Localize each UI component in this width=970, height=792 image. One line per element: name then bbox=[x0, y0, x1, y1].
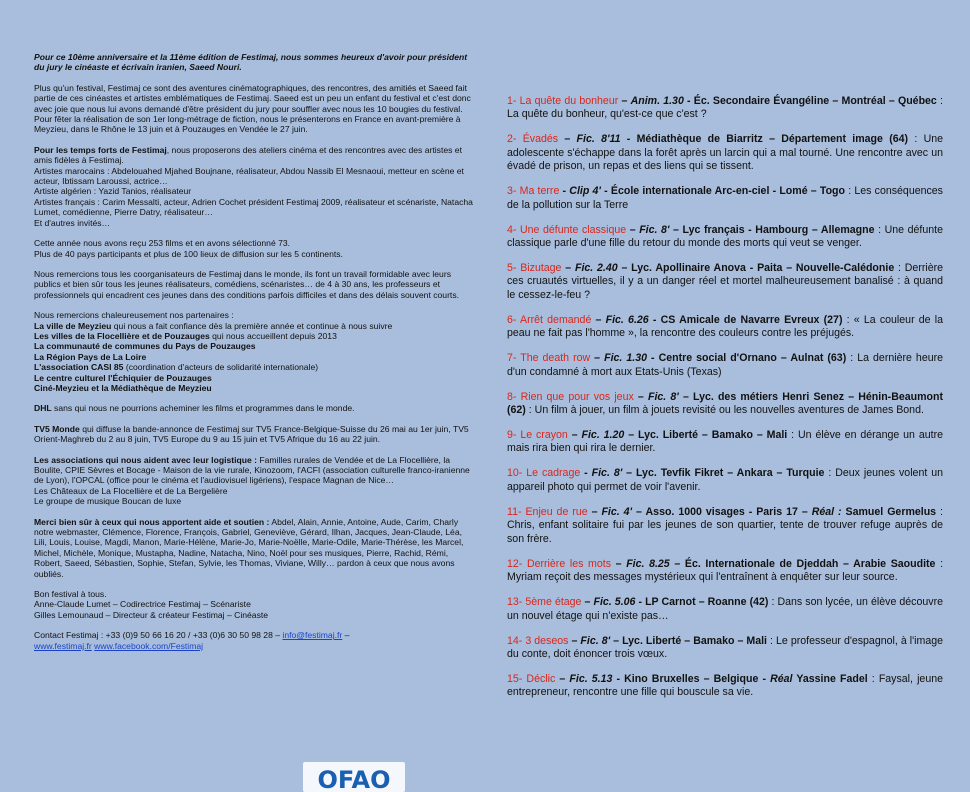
film-details: – Fic. 5.13 - Kino Bruxelles – Belgique - Réal Yassine Fadel bbox=[555, 672, 868, 685]
partner-line: La communauté de communes du Pays de Pouzauges bbox=[34, 341, 256, 352]
partner-line: Le centre culturel l'Échiquier de Pouzauges bbox=[34, 372, 212, 383]
film-description: : Myriam reçoit des messages mystérieux qui l'entraînent à enquêter sur leur source. bbox=[507, 557, 944, 584]
highlights-paragraph bbox=[34, 145, 475, 228]
film-entry bbox=[507, 133, 943, 173]
partner-line: La ville de Meyzieu qui nous a fait confiance dès la première année et continue à nous suivre bbox=[34, 320, 393, 331]
partners-intro: Nous remercions chaleureusement nos partenaires : bbox=[34, 310, 234, 321]
signature-block bbox=[34, 589, 475, 620]
film-title: 15- Déclic bbox=[507, 672, 556, 685]
film-title: 12- Derrière les mots bbox=[507, 557, 611, 570]
contact-block: Contact Festimaj : +33 (0)9 50 66 16 20 / +33 (0)6 30 50 98 28 – info@festimaj.fr – www.festimaj.fr www.facebook.com/Festimaj bbox=[34, 630, 350, 651]
film-entry bbox=[507, 314, 943, 341]
highlights-text: , nous proposerons des ateliers cinéma et des rencontres avec des artistes et amis fidèles à Festimaj. bbox=[34, 144, 462, 166]
film-list bbox=[507, 95, 943, 711]
signature-line: Bon festival à tous. bbox=[34, 589, 107, 600]
film-description: : Faysal, jeune entrepreneur, rencontre une fille qui bouscule sa vie. bbox=[507, 672, 944, 699]
film-title: 9- Le crayon bbox=[507, 429, 568, 442]
film-entry bbox=[507, 635, 943, 662]
tv5-text: qui diffuse la bande-annonce de Festimaj sur TV5 France-Belgique-Suisse du 26 mai au 1er juin, TV5 Orient-Maghreb du 2 au 8 juin, TV5 Europe du 9 au 15 juin et TV5 Afrique du 16 au 22 juin. bbox=[34, 423, 469, 445]
tv5-label: TV5 Monde bbox=[34, 423, 80, 434]
film-entry bbox=[507, 467, 943, 494]
stats-line: Plus de 40 pays participants et plus de 100 lieux de diffusion sur les 5 continents. bbox=[34, 248, 343, 259]
film-details: – Fic. 2.40 – Lyc. Apollinaire Anova - Paita – Nouvelle-Calédonie bbox=[561, 262, 895, 275]
film-details: – Fic. 6.26 - CS Amicale de Navarre Evreux (27) bbox=[591, 313, 843, 326]
film-description: : Une défunte classique parle d'une fille du retour du monde des morts qui veut se venger. bbox=[507, 223, 943, 250]
partner-line: La Région Pays de La Loire bbox=[34, 351, 147, 362]
festival-paragraph bbox=[34, 83, 475, 135]
film-details: – Fic. 8' – Lyc. Liberté – Bamako – Mali bbox=[568, 634, 768, 647]
artist-line: Artistes marocains : Abdelouahed Mjahed Boujnane, réalisateur, Abdou Nassib El Mesnaoui, metteur en scène et acteur, Ibtissam Laroussi, actrice… bbox=[34, 165, 464, 187]
film-details: - Clip 4' - École internationale Arc-en-ciel - Lomé – Togo bbox=[559, 185, 845, 198]
partner-line: L'association CASI 85 (coordination d'acteurs de solidarité internationale) bbox=[34, 362, 319, 373]
film-title: 5- Bizutage bbox=[507, 262, 562, 275]
film-entry bbox=[507, 558, 943, 585]
partners-paragraph bbox=[34, 310, 475, 393]
film-entry bbox=[507, 506, 943, 546]
film-title: 7- The death row bbox=[507, 352, 591, 365]
film-description: : Le professeur d'espagnol, à l'image du conte, doit énoncer trois vœux. bbox=[507, 634, 943, 660]
assoc-line: Les Châteaux de La Flocellière et de La Bergelière bbox=[34, 485, 228, 496]
assoc-line: Le groupe de musique Boucan de luxe bbox=[34, 496, 182, 507]
film-details: – Fic. 1.30 - Centre social d'Ornano – Aulnat (63) bbox=[590, 352, 847, 365]
signature-line: Gilles Lemounaud – Directeur & créateur Festimaj – Cinéaste bbox=[34, 609, 269, 620]
film-description: : Un film à jouer, un film à jouets revisité ou les nouvelles aventures de James Bond. bbox=[525, 404, 924, 417]
film-title: 2- Évadés bbox=[507, 133, 559, 146]
film-description: : Derrière ces cruautés virtuelles, il y a un danger réel et mortel malheureusement banalisé : à quand le cessez-le-feu ? bbox=[507, 262, 944, 301]
contact-text: Contact Festimaj : +33 (0)9 50 66 16 20 / +33 (0)6 30 50 98 28 – bbox=[34, 630, 281, 641]
film-entry bbox=[507, 673, 943, 700]
film-details: – Fic. 4' – Asso. 1000 visages - Paris 17 – Réal : Samuel Germelus bbox=[587, 505, 937, 518]
svg-text:OFAO: OFAO bbox=[317, 766, 391, 792]
premiere-text: Pour fêter la réalisation de son 1er long-métrage de fiction, nous le présenterons en France en avant-première à Meyzieu, dans le Rhône le 13 juin et à Pouzauges en Vendée le 27 juin. bbox=[34, 114, 461, 135]
intro-paragraph: Pour ce 10ème anniversaire et la 11ème édition de Festimaj, nous sommes heureux d'avoir pour président du jury le cinéaste et écrivain iranien, Saeed Nouri. bbox=[34, 52, 468, 73]
film-description: : Deux jeunes volent un appareil photo qui permet de voir l'avenir. bbox=[507, 467, 943, 493]
film-title: 4- Une défunte classique bbox=[507, 223, 627, 236]
film-details: – Anim. 1.30 - Éc. Secondaire Évangéline – Montréal – Québec bbox=[618, 95, 937, 107]
editorial-column bbox=[34, 52, 475, 661]
film-entry bbox=[507, 95, 943, 122]
stats-paragraph bbox=[34, 238, 475, 259]
film-title: 10- Le cadrage bbox=[507, 467, 581, 480]
film-description: : Dans son lycée, un élève découvre un nouvel étage qui n'existe pas… bbox=[507, 596, 943, 622]
dhl-paragraph: DHL sans qui nous ne pourrions acheminer les films et programmes dans le monde. bbox=[34, 403, 355, 414]
film-title: 13- 5ème étage bbox=[507, 596, 582, 609]
film-description: : « La couleur de la peau ne fait pas l'homme », la rencontre des couleurs contre les préjugés. bbox=[507, 313, 944, 340]
film-entry bbox=[507, 391, 943, 418]
signature-line: Anne-Claude Lumet – Codirectrice Festimaj – Scénariste bbox=[34, 599, 251, 610]
film-details: – Fic. 1.20 – Lyc. Liberté – Bamako – Mali bbox=[567, 429, 788, 442]
film-entry bbox=[507, 262, 943, 302]
festival-text: Plus qu'un festival, Festimaj ce sont des aventures cinématographiques, des rencontres, des amitiés et Saeed fait partie de ces cinéastes et artistes emblématiques de Festimaj. Saeed est un peu un enfant du festival et c'est donc avec joie que nous lui avons demandé d'être président du jury pour souffler avec nous les 10 bougies du festival. bbox=[34, 82, 471, 114]
artist-line: Artistes français : Carim Messalti, acteur, Adrien Cochet président Festimaj 2009, réalisateur et scénariste, Natacha Lumet, comédienne, Pierre Datry, réalisateur… bbox=[34, 196, 473, 218]
film-entry bbox=[507, 185, 943, 212]
film-description: : Les conséquences de la pollution sur la Terre bbox=[507, 185, 943, 211]
film-description: : Un élève en dérange un autre mais rira bien qui rira le dernier. bbox=[507, 429, 943, 455]
merci-paragraph: Merci bien sûr à ceux qui nous apportent aide et soutien : Abdel, Alain, Annie, Antoine, Aude, Carim, Charly notre webmaster, Clémence, Florence, François, Gabriel, Geneviève, Gérard, Ilhan, Jacques, Jean-Claude, Léa, Lili, Louis, Louise, Magdi, Manon, Marie-Hélène, Marie-Jo, Marie-Noëlle, Marie-Odile, Marie-Thérèse, les Marcel, Michel, Michèle, Monique, Mustapha, Nadine, Natacha, Nino, Noël pour ses musiques, Pierre, Rachid, Rémi, Robert, Saeed, Sébastien, Sophie, Stefan, Sylvie, les Thomas, Viviane, Willy… pardon à ceux que nous avons oubliés. bbox=[34, 516, 464, 579]
film-details: - Fic. 8' – Lyc. Tevfik Fikret – Ankara – Turquie bbox=[580, 467, 825, 480]
film-entry bbox=[507, 352, 943, 379]
film-entry bbox=[507, 596, 943, 623]
film-details: – Fic. 5.06 - LP Carnot – Roanne (42) bbox=[581, 596, 769, 609]
facebook-link[interactable]: www.facebook.com/Festimaj bbox=[94, 640, 204, 651]
partner-line: Les villes de la Flocellière et de Pouzauges qui nous accueillent depuis 2013 bbox=[34, 330, 337, 341]
film-title: 11- Enjeu de rue bbox=[507, 505, 588, 518]
artist-line: Artiste algérien : Yazid Tanios, réalisateur bbox=[34, 186, 192, 197]
highlights-heading: Pour les temps forts de Festimaj bbox=[34, 144, 167, 155]
website-link[interactable]: www.festimaj.fr bbox=[34, 640, 92, 651]
film-title: 8- Rien que pour vos jeux bbox=[507, 390, 634, 403]
film-details: – Fic. 8' – Lyc français - Hambourg – Allemagne bbox=[626, 223, 875, 236]
associations-paragraph: Les associations qui nous aident avec leur logistique : Familles rurales de Vendée et de La Flocellière, la Boulite, CPIE Sèvres et Bocage - Maison de la vie rurale, Kinozoom, l'ACFI (association culturelle franco-iranienne de Lyon), l'OPCAL (office pour le cinéma et l'audiovisuel ligériens), l'espace Magnan de Nice… Les Châteaux de La Flocellière et de La Bergelière Le groupe de musique Boucan de luxe bbox=[34, 455, 475, 507]
film-title: 3- Ma terre bbox=[507, 185, 560, 198]
thanks-paragraph: Nous remercions tous les coorganisateurs de Festimaj dans le monde, ils font un travail formidable avec leurs publics et bien sûr tous les jeunes réalisateurs, comédiens, scénaristes… de 4 à 30 ans, les professeurs et professionnels qui encadrent ces jeunes dans des conditions parfois difficiles et dans des délais souvent courts. bbox=[34, 268, 460, 300]
film-details: – Fic. 8' – Lyc. des métiers Henri Senez – Hénin-Beaumont (62) bbox=[507, 390, 944, 417]
partner-line: Ciné-Meyzieu et la Médiathèque de Meyzieu bbox=[34, 382, 212, 393]
film-entry bbox=[507, 429, 943, 456]
film-description: : Chris, enfant solitaire fui par les jeunes de son quartier, tente de trouver refuge auprès de son frère. bbox=[507, 505, 943, 545]
film-description: : La dernière heure d'un condamné à mort aux Etats-Unis (Texas) bbox=[507, 352, 944, 378]
artist-line: Et d'autres invités… bbox=[34, 217, 111, 228]
film-details: – Fic. 8'11 - Médiathèque de Biarritz – Département image (64) bbox=[558, 133, 909, 146]
film-description: : La quête du bonheur, qu'est-ce que c'est ? bbox=[507, 95, 944, 121]
film-title: 6- Arrêt demandé bbox=[507, 313, 592, 326]
tv5-paragraph bbox=[34, 424, 475, 445]
film-title: 14- 3 deseos bbox=[507, 634, 569, 647]
film-title: 1- La quête du bonheur bbox=[507, 95, 619, 107]
film-description: : Une adolescente s'échappe dans la forêt après un larcin qui a mal tourné. Une rencontre avec un évadé de prison, un repas et des liens qui se tissent. bbox=[507, 133, 944, 173]
film-details: – Fic. 8.25 – Éc. Internationale de Djeddah – Arabie Saoudite bbox=[611, 557, 936, 570]
email-link[interactable]: info@festimaj.fr bbox=[282, 630, 343, 641]
film-entry bbox=[507, 224, 943, 251]
stats-line: Cette année nous avons reçu 253 films et en avons sélectionné 73. bbox=[34, 238, 291, 249]
